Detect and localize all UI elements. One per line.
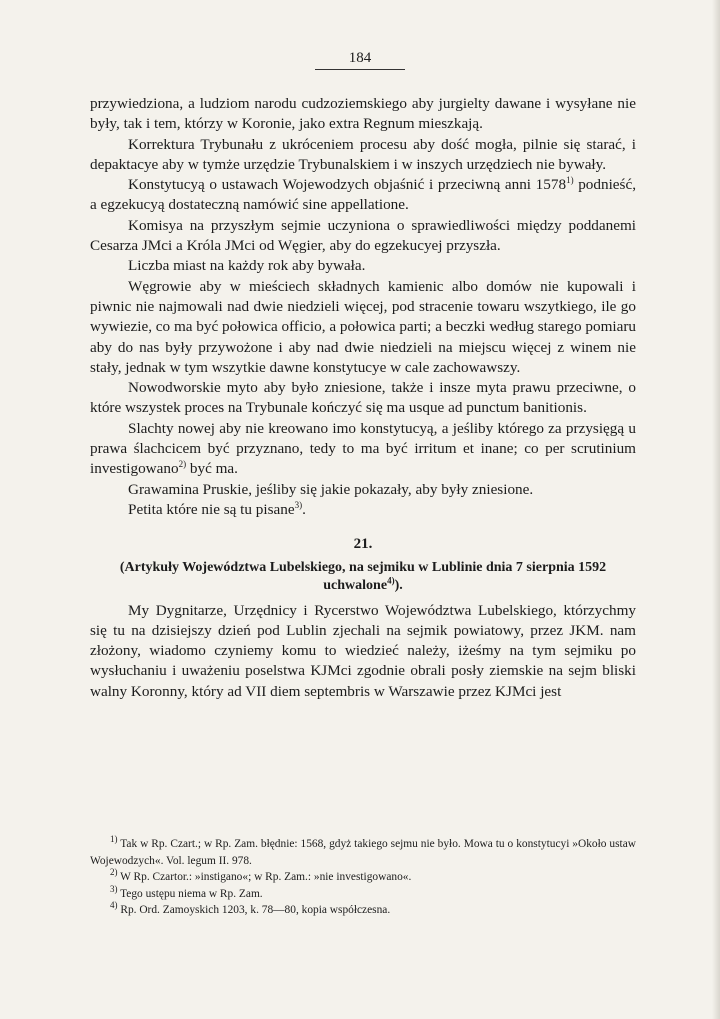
paragraph: Slachty nowej aby nie kreowano imo konstytucyą, a jeśliby którego za przysięgą u prawa ślachcicem być przyznano, tedy to ma być irritum et inane; co per scrutinium investigowano$^{2)}$ być ma. (90, 419, 636, 478)
paragraph: Grawamina Pruskie, jeśliby się jakie pokazały, aby były zniesione. (128, 480, 534, 498)
paragraph: Węgrowie aby w mieściech składnych kamienic albo domów nie kupowali i piwnic nie najmowali nad dwie niedzieli więcej, pod stracenie towaru wszytkiego, ile go wywiezie, co ma być połowica officio, a połowica parti; a beczki według starego pomiaru aby do nas były przywożone i aby nad dwie niedzieli na miejscu więcej z winem nie stały, jednak w tym wszytkie dawne konstytucye w cale zachowawszy. (90, 277, 636, 376)
footnotes (90, 836, 636, 919)
main-text (90, 94, 636, 702)
section-paragraph-list (90, 601, 636, 702)
paragraph-list (90, 94, 636, 520)
paragraph: Konstytucyą o ustawach Wojewodzych objaśnić i przeciwną anni 1578$^{1)}$ podnieść, a egzekucyą dostateczną namówić sine appellatione. (90, 175, 636, 214)
paragraph: Korrektura Trybunału z ukróceniem procesu aby dość mogła, pilnie się starać, i depaktacye aby w tymże urzędzie Trybunalskiem i w inszych urzędziech nie bywały. (90, 135, 636, 173)
footnote: $^{1)}$ Tak w Rp. Czart.; w Rp. Zam. błędnie: 1568, gdyż takiego sejmu nie było. Mowa tu o konstytucyi »Około ustaw Wojewodzych«. Vol. legum II. 978. (90, 834, 636, 867)
section-title: (Artykuły Województwa Lubelskiego, na sejmiku w Lublinie dnia 7 sierpnia 1592 uchwalone$^{4)}$). (119, 559, 607, 593)
paragraph: Petita które nie są tu pisane$^{3)}$. (128, 499, 306, 518)
page-number: 184 (0, 50, 720, 70)
page-edge-shadow (712, 0, 720, 1019)
footnote: $^{3)}$ Tego ustępu niema w Rp. Zam. (110, 883, 263, 900)
footnote: $^{2)}$ W Rp. Czartor.: »instigano«; w Rp. Zam.: »nie investigowano«. (110, 867, 412, 883)
paragraph: Liczba miast na każdy rok aby bywała. (128, 257, 366, 275)
section-number: 21. (353, 536, 373, 553)
paragraph: My Dygnitarze, Urzędnicy i Rycerstwo Województwa Lubelskiego, którzychmy się tu na dzisiejszy dzień pod Lublin zjechali na sejmik powiatowy, przez JKM. nam złożony, wiadomo czyniemy komu to wiedzieć należy, iżeśmy na tym sejmiku po wysłuchaniu i uważeniu poselstwa KJMci zgodnie obrali posły ziemskie na sejm bliski walny Koronny, który ad VII diem septembris w Warszawie przez KJMci jest (90, 601, 636, 700)
paragraph: przywiedziona, a ludziom narodu cudzoziemskiego aby jurgielty dawane i wysyłane nie były, tak i tem, którzy w Koronie, jako extra Regnum mieszkają. (90, 95, 636, 133)
paragraph: Nowodworskie myto aby było zniesione, także i insze myta prawu przeciwne, o które wszystek proces na Trybunale kończyć się ma usque ad punctum banitionis. (90, 379, 636, 417)
paragraph: Komisya na przyszłym sejmie uczyniona o sprawiedliwości między poddanemi Cesarza JMci a Króla JMci od Węgier, aby do egzekucyej przyszła. (90, 216, 636, 255)
footnote: $^{4)}$ Rp. Ord. Zamoyskich 1203, k. 78—80, kopia współczesna. (110, 900, 391, 916)
